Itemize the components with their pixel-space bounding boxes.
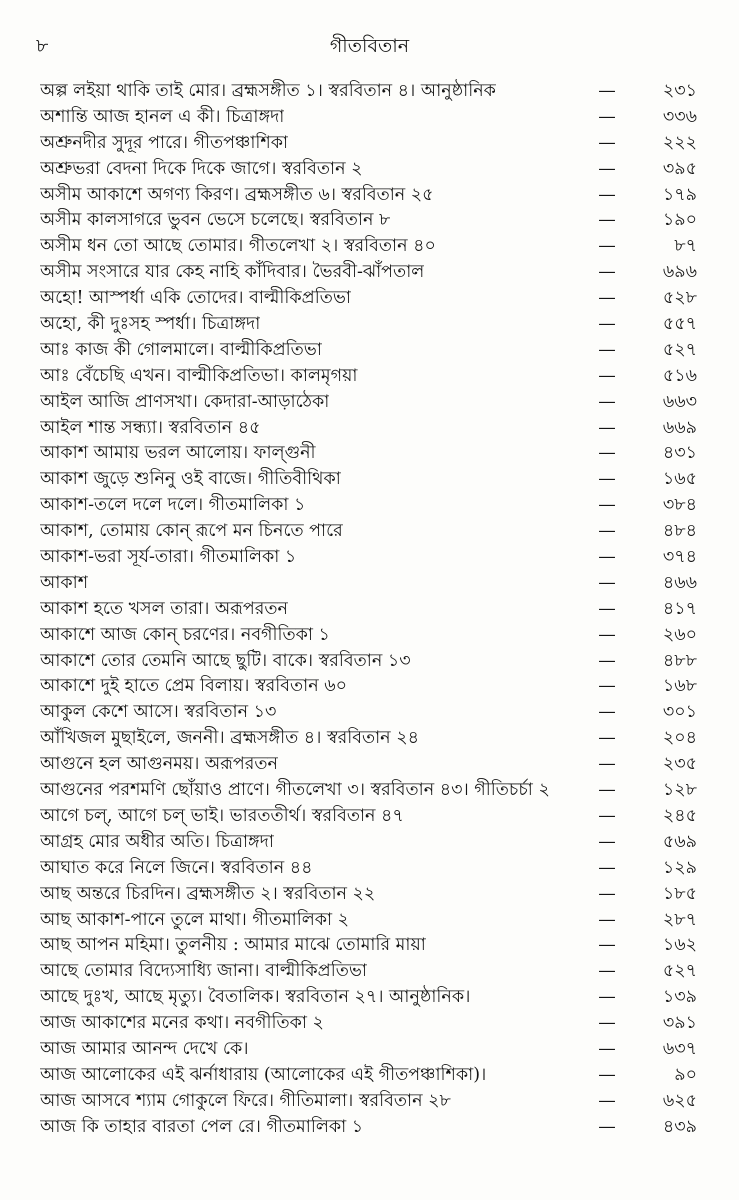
entry-title: আইল শান্ত সন্ধ্যা। স্বরবিতান ৪৫ [40,417,261,438]
index-row [0,545,739,571]
entry-dash: — [598,1064,616,1085]
entry-title: আকাশ আমায় ভরল আলোয়। ফাল্গুনী [40,443,316,464]
index-row [0,649,739,675]
index-row [0,933,739,959]
entry-title: অহো, কী দুঃসহ স্পর্ধা। চিত্রাঙ্গদা [40,314,261,335]
entry-title: আজ আকাশের মনের কথা। নবগীতিকা ২ [40,1013,324,1034]
entry-page-number: ৩৯১ [662,1013,697,1034]
entry-title: অশ্রুনদীর সুদূর পারে। গীতপঞ্চাশিকা [40,132,289,153]
entry-dash: — [598,469,616,490]
entry-title: আগুনের পরশমণি ছোঁয়াও প্রাণে। গীতলেখা ৩। স্বরবিতান ৪৩। গীতিচর্চা ২ [40,780,550,801]
entry-page-number: ২২২ [662,132,697,153]
entry-page-number: ২৪৫ [662,805,697,826]
entry-dash: — [598,598,616,619]
entry-dash: — [598,236,616,257]
entry-dash: — [598,521,616,542]
index-row [0,1063,739,1089]
entry-page-number: ৩০১ [662,702,697,723]
index-row [0,571,739,597]
entry-dash: — [598,961,616,982]
entry-title: আজ আমার আনন্দ দেখে কে। [40,1038,249,1059]
index-row [0,752,739,778]
index-row [0,338,739,364]
entry-page-number: ৫১৬ [662,365,697,386]
index-row [0,390,739,416]
index-row [0,778,739,804]
entry-page-number: ৬৯৬ [662,262,697,283]
entry-dash: — [598,288,616,309]
entry-page-number: ৯০ [674,1064,697,1085]
entry-dash: — [598,132,616,153]
index-row [0,493,739,519]
entry-dash: — [598,650,616,671]
entry-dash: — [598,624,616,645]
entry-page-number: ১২৯ [662,857,697,878]
entry-title: অশ্রুভরা বেদনা দিকে দিকে জাগে। স্বরবিতান ২ [40,158,363,179]
index-row [0,985,739,1011]
entry-dash: — [598,987,616,1008]
entry-dash: — [598,754,616,775]
entry-page-number: ১৬৮ [662,676,697,697]
entry-page-number: ২৬০ [662,624,697,645]
entry-page-number: ৪৬৬ [662,572,697,593]
index-row [0,882,739,908]
index-row [0,519,739,545]
entry-page-number: ৫২৭ [662,339,697,360]
index-row [0,830,739,856]
song-index-list [0,79,739,1141]
entry-page-number: ৩৯৫ [662,158,697,179]
entry-dash: — [598,365,616,386]
entry-title: আঘাত করে নিলে জিনে। স্বরবিতান ৪৪ [40,857,313,878]
entry-dash: — [598,909,616,930]
index-row [0,856,739,882]
index-row [0,131,739,157]
index-row [0,260,739,286]
entry-title: আকাশে তোর তেমনি আছে ছুটি। বাকে। স্বরবিতান ১৩ [40,650,411,671]
entry-dash: — [598,676,616,697]
entry-dash: — [598,935,616,956]
entry-dash: — [598,1013,616,1034]
entry-page-number: ৫২৭ [662,961,697,982]
entry-title: আকাশ [40,572,89,593]
entry-title: আগুনে হল আগুনময়। অরূপরতন [40,754,278,775]
entry-page-number: ৬৬৯ [662,417,697,438]
entry-dash: — [598,883,616,904]
entry-dash: — [598,339,616,360]
entry-title: আইল আজি প্রাণসখা। কেদারা-আড়াঠেকা [40,391,330,412]
index-row [0,597,739,623]
entry-page-number: ৪১৭ [662,598,697,619]
entry-page-number: ৩৩৬ [662,106,697,127]
entry-dash: — [598,262,616,283]
index-row [0,959,739,985]
entry-page-number: ৬২৫ [662,1090,697,1111]
index-row [0,364,739,390]
entry-dash: — [598,184,616,205]
entry-dash: — [598,702,616,723]
entry-page-number: ১৮৫ [662,883,697,904]
entry-page-number: ১৩৯ [662,987,697,1008]
index-row [0,208,739,234]
entry-dash: — [598,728,616,749]
index-row [0,1115,739,1141]
page-header [0,32,739,58]
entry-dash: — [598,391,616,412]
entry-page-number: ৫২৮ [662,288,697,309]
entry-dash: — [598,805,616,826]
entry-page-number: ৬৩৭ [662,1038,697,1059]
entry-title: আকাশ-ভরা সূর্য-তারা। গীতমালিকা ১ [40,547,297,568]
entry-dash: — [598,158,616,179]
entry-title: অসীম ধন তো আছে তোমার। গীতলেখা ২। স্বরবিতান ৪০ [40,236,436,257]
index-row [0,416,739,442]
index-row [0,674,739,700]
entry-page-number: ২৩১ [662,81,697,101]
entry-page-number: ৮৭ [674,236,697,257]
entry-dash: — [598,81,616,101]
entry-title: আকাশ, তোমায় কোন্ রূপে মন চিনতে পারে [40,521,343,542]
entry-page-number: ৪৮৮ [662,650,697,671]
entry-dash: — [598,106,616,127]
index-row [0,1037,739,1063]
entry-title: আজ আলোকের এই ঝর্নাধারায় (আলোকের এই গীতপঞ্চাশিকা)। [40,1064,487,1085]
entry-title: আঃ বেঁচেছি এখন। বাল্মীকিপ্রতিভা। কালমৃগয়া [40,365,358,386]
entry-title: আকাশ হতে খসল তারা। অরূপরতন [40,598,288,619]
entry-dash: — [598,314,616,335]
entry-dash: — [598,1116,616,1137]
entry-title: আকুল কেশে আসে। স্বরবিতান ১৩ [40,702,277,723]
index-row [0,1089,739,1115]
entry-title: আছে দুঃখ, আছে মৃত্যু। বৈতালিক। স্বরবিতান ২৭। আনুষ্ঠানিক। [40,987,471,1008]
index-row [0,183,739,209]
entry-title: আঃ কাজ কী গোলমালে। বাল্মীকিপ্রতিভা [40,339,322,360]
entry-dash: — [598,857,616,878]
entry-title: অসীম সংসারে যার কেহ নাহি কাঁদিবার। ভৈরবী-ঝাঁপতাল [40,262,425,283]
entry-page-number: ৪৩১ [662,443,697,464]
entry-page-number: ৫৬৯ [662,831,697,852]
entry-page-number: ১৭৯ [662,184,697,205]
entry-title: আগ্রহ মোর অধীর অতি। চিত্রাঙ্গদা [40,831,274,852]
index-row [0,441,739,467]
entry-title: আজ কি তাহার বারতা পেল রে। গীতমালিকা ১ [40,1116,364,1137]
index-row [0,623,739,649]
index-row [0,105,739,131]
index-row [0,234,739,260]
entry-title: আছ আপন মহিমা। তুলনীয় : আমার মাঝে তোমারি মায়া [40,935,426,956]
entry-dash: — [598,417,616,438]
index-row [0,700,739,726]
index-row [0,79,739,105]
entry-title: অসীম আকাশে অগণ্য কিরণ। ব্রহ্মসঙ্গীত ৬। স্বরবিতান ২৫ [40,184,434,205]
index-row [0,908,739,934]
index-row [0,157,739,183]
entry-page-number: ৩৮৪ [662,495,697,516]
entry-dash: — [598,1038,616,1059]
entry-page-number: ৬৬৩ [662,391,697,412]
entry-dash: — [598,443,616,464]
entry-page-number: ১৯০ [662,210,697,231]
entry-page-number: ৪৩৯ [662,1116,697,1137]
entry-dash: — [598,547,616,568]
entry-page-number: ১৬২ [662,935,697,956]
index-row [0,467,739,493]
entry-title: অহো! আস্পর্ধা একি তোদের। বাল্মীকিপ্রতিভা [40,288,351,309]
entry-page-number: ২০৪ [662,728,697,749]
index-row [0,312,739,338]
index-row [0,1011,739,1037]
entry-dash: — [598,1090,616,1111]
entry-page-number: ২৮৭ [662,909,697,930]
index-row [0,286,739,312]
entry-title: আঁখিজল মুছাইলে, জননী। ব্রহ্মসঙ্গীত ৪। স্বরবিতান ২৪ [40,728,419,749]
entry-title: আছে তোমার বিদ্যেসাধ্যি জানা। বাল্মীকিপ্রতিভা [40,961,367,982]
entry-dash: — [598,210,616,231]
entry-title: অল্প লইয়া থাকি তাই মোর। ব্রহ্মসঙ্গীত ১। স্বরবিতান ৪। আনুষ্ঠানিক [40,81,496,101]
entry-page-number: ৪৮৪ [662,521,697,542]
book-title: গীতবিতান [329,35,410,57]
entry-title: আকাশে আজ কোন্ চরণের। নবগীতিকা ১ [40,624,330,645]
entry-dash: — [598,780,616,801]
entry-title: আকাশে দুই হাতে প্রেম বিলায়। স্বরবিতান ৬০ [40,676,347,697]
page-number: ৮ [36,35,49,57]
entry-page-number: ২৩৫ [662,754,697,775]
entry-title: অসীম কালসাগরে ভুবন ভেসে চলেছে। স্বরবিতান ৮ [40,210,391,231]
index-row [0,804,739,830]
entry-title: আছ অন্তরে চিরদিন। ব্রহ্মসঙ্গীত ২। স্বরবিতান ২২ [40,883,376,904]
entry-dash: — [598,495,616,516]
entry-title: আজ আসবে শ্যাম গোকুলে ফিরে। গীতিমালা। স্বরবিতান ২৮ [40,1090,451,1111]
entry-dash: — [598,572,616,593]
entry-title: আকাশ জুড়ে শুনিনু ওই বাজে। গীতিবীথিকা [40,469,341,490]
entry-page-number: ৩৭৪ [662,547,697,568]
entry-page-number: ১২৮ [662,780,697,801]
entry-title: আগে চল্, আগে চল্ ভাই। ভারততীর্থ। স্বরবিতান ৪৭ [40,805,404,826]
entry-title: আছ আকাশ-পানে তুলে মাথা। গীতমালিকা ২ [40,909,350,930]
entry-page-number: ৫৫৭ [662,314,697,335]
entry-title: আকাশ-তলে দলে দলে। গীতমালিকা ১ [40,495,306,516]
entry-title: অশান্তি আজ হানল এ কী। চিত্রাঙ্গদা [40,106,285,127]
entry-dash: — [598,831,616,852]
index-row [0,726,739,752]
entry-page-number: ১৬৫ [662,469,697,490]
